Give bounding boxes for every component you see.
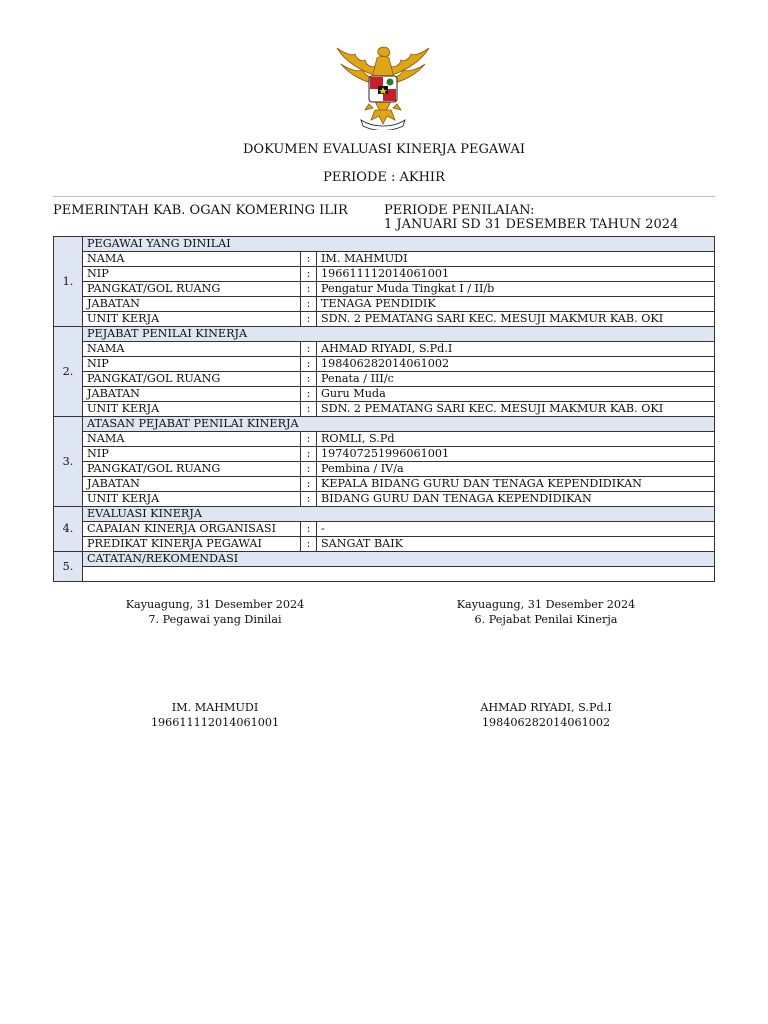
field-label: PANGKAT/GOL RUANG <box>83 462 301 477</box>
assessment-period-label: PERIODE PENILAIAN: <box>384 203 535 218</box>
field-colon: : <box>301 267 317 282</box>
table-row <box>54 252 715 267</box>
table-row <box>54 267 715 282</box>
section-number: 3. <box>54 417 83 507</box>
field-colon: : <box>301 537 317 552</box>
field-label: NIP <box>83 357 301 372</box>
field-colon: : <box>301 492 317 507</box>
field-label: PANGKAT/GOL RUANG <box>83 372 301 387</box>
section-number: 2. <box>54 327 83 417</box>
field-colon: : <box>301 462 317 477</box>
field-value: 196611112014061001 <box>317 267 715 282</box>
field-label: NIP <box>83 447 301 462</box>
field-value: 198406282014061002 <box>317 357 715 372</box>
field-value: SDN. 2 PEMATANG SARI KEC. MESUJI MAKMUR KAB. OKI <box>317 402 715 417</box>
section-title: EVALUASI KINERJA <box>83 507 715 522</box>
field-value: Pembina / IV/a <box>317 462 715 477</box>
assessment-period-block <box>384 204 678 232</box>
field-label: UNIT KERJA <box>83 492 301 507</box>
section-header-row <box>54 507 715 522</box>
field-colon: : <box>301 252 317 267</box>
signature-right-nip: 198406282014061002 <box>481 716 611 729</box>
signature-left-identity <box>100 700 330 730</box>
field-colon: : <box>301 342 317 357</box>
field-colon: : <box>301 372 317 387</box>
signature-right-place-date: Kayuagung, 31 Desember 2024 <box>456 598 636 611</box>
signature-right-role: 6. Pejabat Penilai Kinerja <box>474 613 618 626</box>
signature-left-nip: 196611112014061001 <box>150 716 280 729</box>
table-row <box>54 387 715 402</box>
field-label: JABATAN <box>83 297 301 312</box>
field-label: CAPAIAN KINERJA ORGANISASI <box>83 522 301 537</box>
field-label: PREDIKAT KINERJA PEGAWAI <box>83 537 301 552</box>
field-colon: : <box>301 477 317 492</box>
signature-left-place-date: Kayuagung, 31 Desember 2024 <box>125 598 305 611</box>
section-number: 5. <box>54 552 83 582</box>
table-row <box>54 432 715 447</box>
field-colon: : <box>301 402 317 417</box>
field-label: JABATAN <box>83 477 301 492</box>
field-value: 197407251996061001 <box>317 447 715 462</box>
table-row <box>54 477 715 492</box>
table-row <box>54 357 715 372</box>
signature-right-name: AHMAD RIYADI, S.Pd.I <box>480 701 612 714</box>
period-label: PERIODE : AKHIR <box>323 170 445 185</box>
section-title: CATATAN/REKOMENDASI <box>83 552 715 567</box>
field-label: UNIT KERJA <box>83 312 301 327</box>
field-label: JABATAN <box>83 387 301 402</box>
field-value: KEPALA BIDANG GURU DAN TENAGA KEPENDIDIKAN <box>317 477 715 492</box>
field-label: PANGKAT/GOL RUANG <box>83 282 301 297</box>
table-row <box>54 372 715 387</box>
document-title: DOKUMEN EVALUASI KINERJA PEGAWAI <box>243 142 525 157</box>
field-colon: : <box>301 312 317 327</box>
table-row <box>54 462 715 477</box>
section-title: ATASAN PEJABAT PENILAI KINERJA <box>83 417 715 432</box>
table-row <box>54 402 715 417</box>
table-row <box>54 522 715 537</box>
field-colon: : <box>301 447 317 462</box>
section-title: PEGAWAI YANG DINILAI <box>83 237 715 252</box>
field-value: Penata / III/c <box>317 372 715 387</box>
table-row <box>54 282 715 297</box>
field-label: NIP <box>83 267 301 282</box>
institution-name: PEMERINTAH KAB. OGAN KOMERING ILIR <box>53 203 348 218</box>
section-number: 1. <box>54 237 83 327</box>
field-value: AHMAD RIYADI, S.Pd.I <box>317 342 715 357</box>
section-header-row <box>54 327 715 342</box>
section-number: 4. <box>54 507 83 552</box>
field-value: BIDANG GURU DAN TENAGA KEPENDIDIKAN <box>317 492 715 507</box>
section-header-row <box>54 552 715 567</box>
signature-right-identity <box>431 700 661 730</box>
notes-row <box>54 567 715 582</box>
field-value: Guru Muda <box>317 387 715 402</box>
signature-left-name: IM. MAHMUDI <box>171 701 259 714</box>
field-value: SDN. 2 PEMATANG SARI KEC. MESUJI MAKMUR KAB. OKI <box>317 312 715 327</box>
evaluation-table <box>53 236 715 582</box>
signature-left-role: 7. Pegawai yang Dinilai <box>148 613 282 626</box>
signature-left <box>100 597 330 627</box>
notes-cell <box>83 567 715 582</box>
field-label: UNIT KERJA <box>83 402 301 417</box>
field-value: ROMLI, S.Pd <box>317 432 715 447</box>
table-row <box>54 312 715 327</box>
field-value: Pengatur Muda Tingkat I / II/b <box>317 282 715 297</box>
garuda-emblem-icon <box>333 44 433 130</box>
field-value: TENAGA PENDIDIK <box>317 297 715 312</box>
field-label: NAMA <box>83 342 301 357</box>
field-colon: : <box>301 387 317 402</box>
table-row <box>54 342 715 357</box>
field-label: NAMA <box>83 252 301 267</box>
signature-right <box>431 597 661 627</box>
field-colon: : <box>301 297 317 312</box>
field-colon: : <box>301 432 317 447</box>
field-colon: : <box>301 522 317 537</box>
field-value: IM. MAHMUDI <box>317 252 715 267</box>
field-label: NAMA <box>83 432 301 447</box>
table-row <box>54 447 715 462</box>
section-header-row <box>54 417 715 432</box>
field-value: - <box>317 522 715 537</box>
assessment-period-range: 1 JANUARI SD 31 DESEMBER TAHUN 2024 <box>384 217 679 232</box>
section-header-row <box>54 237 715 252</box>
field-colon: : <box>301 357 317 372</box>
table-row <box>54 492 715 507</box>
field-colon: : <box>301 282 317 297</box>
section-title: PEJABAT PENILAI KINERJA <box>83 327 715 342</box>
table-row <box>54 537 715 552</box>
header-divider <box>53 196 715 197</box>
table-row <box>54 297 715 312</box>
field-value: SANGAT BAIK <box>317 537 715 552</box>
